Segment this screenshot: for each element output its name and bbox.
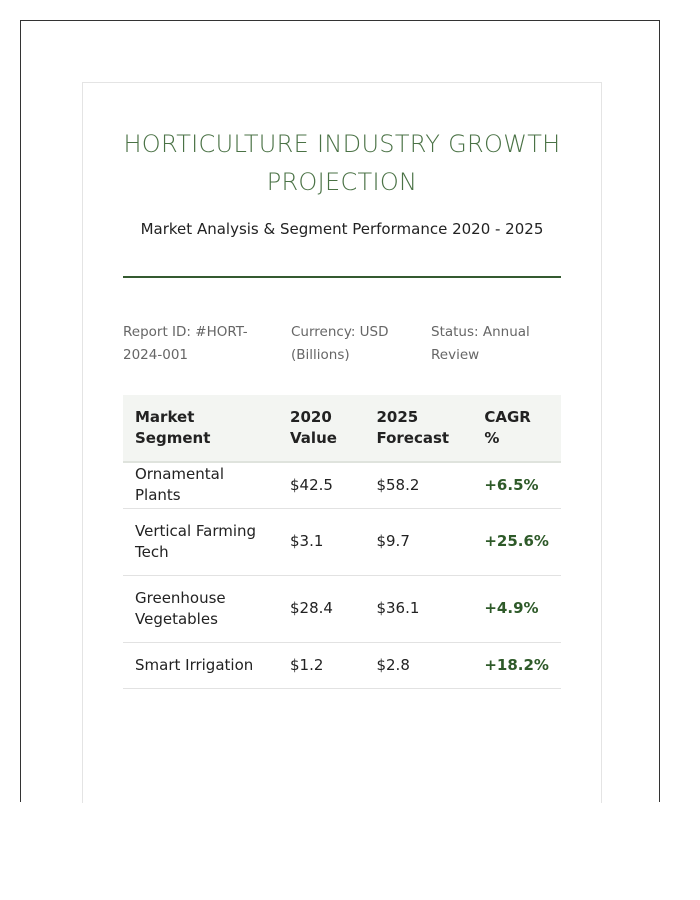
report-title-line-1: HORTICULTURE INDUSTRY GROWTH: [123, 130, 561, 158]
forecast-2025-cell: $9.7: [364, 508, 472, 575]
value-2020-cell: $42.5: [278, 462, 364, 508]
header-2020-value: 2020 Value: [278, 395, 364, 462]
table-row: [123, 508, 561, 575]
table-header-row: [123, 395, 561, 462]
cagr-cell: +25.6%: [472, 508, 561, 575]
title-divider: [123, 276, 561, 278]
value-2020-cell: $1.2: [278, 642, 364, 688]
currency-note: Currency: USD (Billions): [291, 324, 389, 363]
report-title-line-2: PROJECTION: [266, 168, 418, 196]
table-row: [123, 462, 561, 508]
value-2020-cell: $3.1: [278, 508, 364, 575]
page-frame: [20, 20, 660, 802]
report-id: Report ID: #HORT-2024-001: [123, 324, 248, 363]
segment-cell: Ornamental Plants: [123, 462, 278, 508]
report-subtitle: Market Analysis & Segment Performance 2020 - 2025: [140, 220, 544, 238]
status-note: Status: Annual Review: [431, 324, 530, 363]
header-market-segment: Market Segment: [123, 395, 278, 462]
forecast-2025-cell: $36.1: [364, 575, 472, 642]
segment-cell: Vertical Farming Tech: [123, 508, 278, 575]
header-cagr: CAGR %: [472, 395, 561, 462]
forecast-2025-cell: $2.8: [364, 642, 472, 688]
segment-cell: Smart Irrigation: [123, 642, 278, 688]
cagr-cell: +4.9%: [472, 575, 561, 642]
segment-cell: Greenhouse Vegetables: [123, 575, 278, 642]
forecast-2025-cell: $58.2: [364, 462, 472, 508]
cagr-cell: +18.2%: [472, 642, 561, 688]
cagr-cell: +6.5%: [472, 462, 561, 508]
table-row: [123, 642, 561, 688]
header-2025-forecast: 2025 Forecast: [364, 395, 472, 462]
segment-table: [123, 395, 561, 689]
value-2020-cell: $28.4: [278, 575, 364, 642]
table-row: [123, 575, 561, 642]
report-title: [83, 125, 601, 201]
report-card: [82, 82, 602, 803]
